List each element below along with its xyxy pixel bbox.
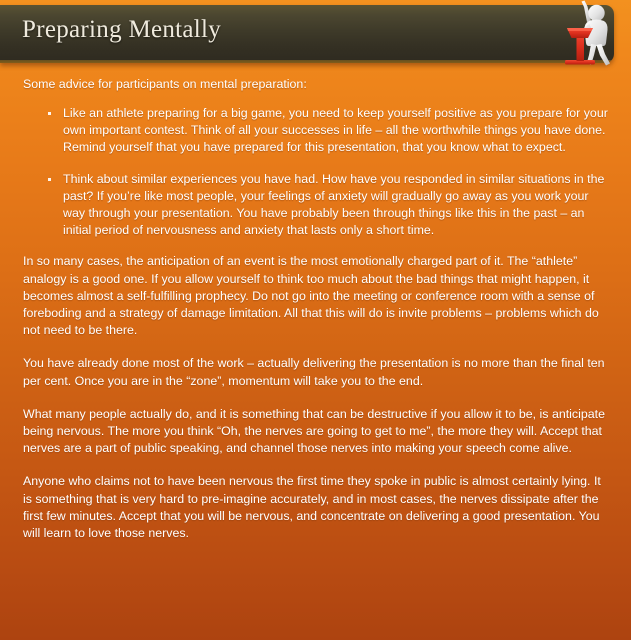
lead-paragraph: Some advice for participants on mental preparation: bbox=[23, 77, 307, 91]
list-item bbox=[23, 105, 609, 157]
bullet-marker-icon bbox=[48, 178, 51, 181]
list-item-text: Like an athlete preparing for a big game, you need to keep yourself positive as you prepare for your own important contest. Think of all your successes in life – all the worthwhile things you have done. Remind yourself that you have prepared for this presentation, that you know what to expect. bbox=[63, 106, 608, 155]
bullet-marker-icon bbox=[48, 112, 51, 115]
body-paragraph: In so many cases, the anticipation of an event is the most emotionally charged part of it. The “athlete” analogy is a good one. If you allow yourself to think too much about the bad things that might happen, it becomes almost a self-fulfilling prophecy. Do not go into the meeting or conference room with a sense of foreboding and a strategy of damage limitation. All that this will do is invite problems – problems which do not need to be there. bbox=[23, 254, 599, 338]
advice-bullet-list bbox=[23, 105, 609, 239]
presenter-at-podium-icon bbox=[551, 0, 625, 68]
slide-body bbox=[23, 76, 609, 542]
list-item bbox=[23, 171, 609, 240]
page-title: Preparing Mentally bbox=[22, 16, 222, 43]
slide-title-bar bbox=[0, 5, 614, 63]
list-item-text: Think about similar experiences you have had. How have you responded in similar situations in the past? If you’re like most people, your feelings of anxiety will gradually go away as you work your way through your presentation. You have probably been through things like this in the past – an initial period of nervousness and anxiety that lasts only a short time. bbox=[63, 171, 605, 238]
body-paragraph: You have already done most of the work – actually delivering the presentation is no more than the final ten per cent. Once you are in the “zone”, momentum will take you to the end. bbox=[23, 356, 605, 388]
body-paragraph: What many people actually do, and it is something that can be destructive if you allow it to be, is anticipate being nervous. The more you think “Oh, the nerves are going to get to me”, the more they will. Accept that nerves are a part of public speaking, and channel those nerves into making your speech come alive. bbox=[23, 406, 605, 456]
body-paragraph: Anyone who claims not to have been nervous the first time they spoke in public is almost certainly lying. It is something that is very hard to pre-imagine accurately, and in most cases, the nerves dissipate after the first few minutes. Accept that you will be nervous, and concentrate on delivering a good presentation. You will learn to love those nerves. bbox=[23, 474, 601, 541]
